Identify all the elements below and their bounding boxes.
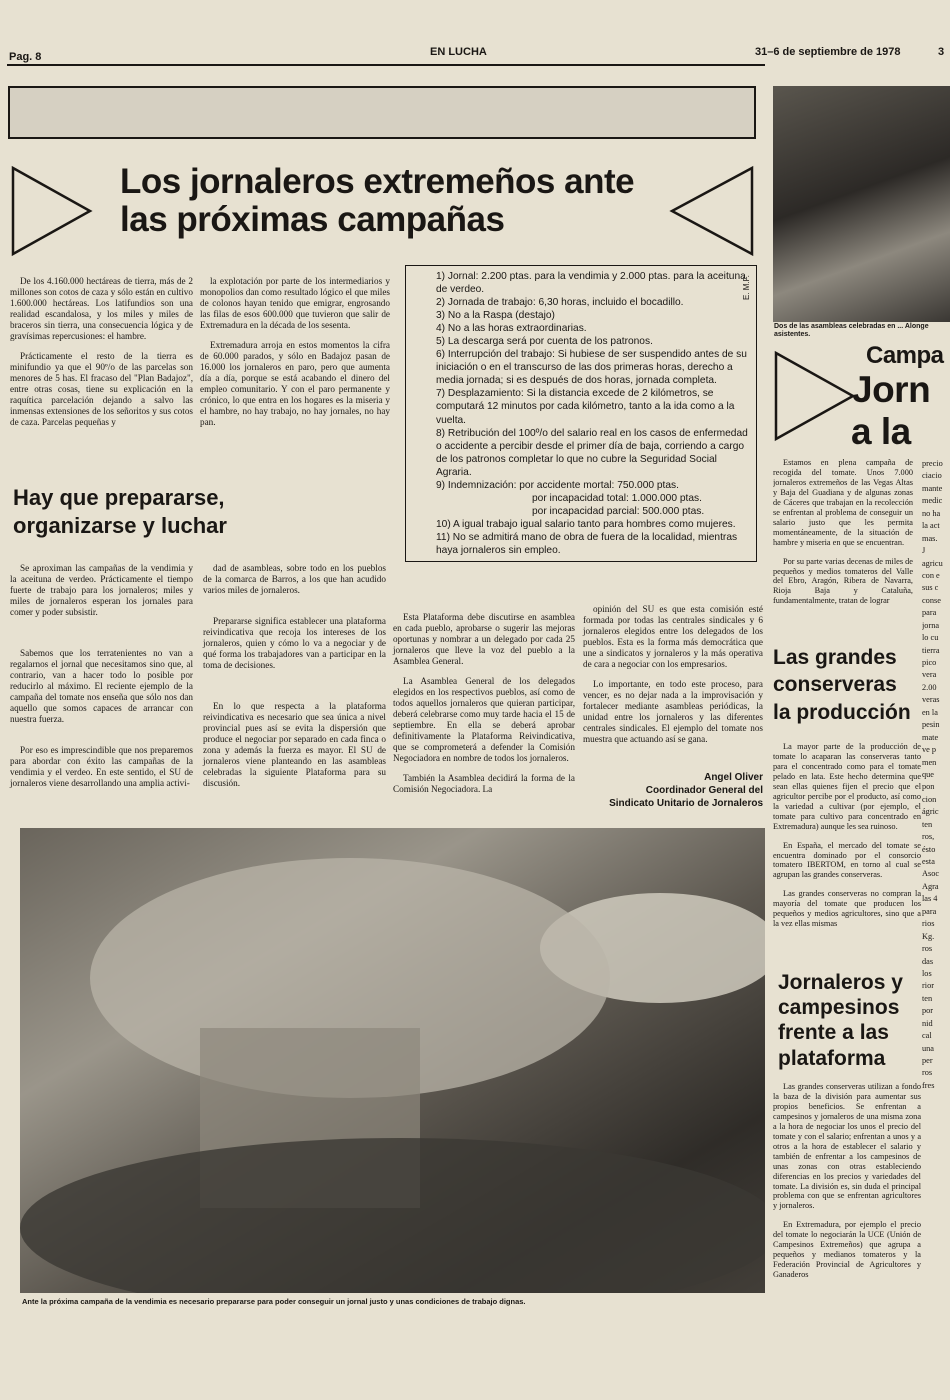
- platform-item-extra: por incapacidad total: 1.000.000 ptas.: [532, 492, 702, 504]
- paragraph: Esta Plataforma debe discutirse en asamblea en cada pueblo, aprobarse o sugerir las mejoras oportunas y nombrar a un delegado por cada 25 jornaleros que lleve la voz del pueblo a la Asamblea General.: [393, 612, 575, 667]
- sub-col-4: [583, 604, 763, 754]
- signature-role: Sindicato Unitario de Jornaleros: [609, 798, 763, 809]
- edge-fragment: agricu: [922, 558, 943, 568]
- edge-fragment: pesin: [922, 720, 940, 730]
- edge-fragment: para: [922, 906, 937, 916]
- edge-fragment: precio: [922, 459, 943, 468]
- platform-box: [405, 265, 757, 562]
- edge-fragment: sus c: [922, 583, 939, 593]
- signature-role: Coordinador General del: [645, 785, 763, 796]
- right-subhead-line: Las grandes: [773, 646, 897, 669]
- edge-fragment: ten: [922, 819, 933, 829]
- paragraph: Prácticamente el resto de la tierra es minifundio ya que el 90º/o de las parcelas son menores de 5 has. El fracaso del "Plan Badajoz", entre otras cosas, tiene su explicación en la raquítica parcelación dejando a salvo las inmensas extensiones de los señoritos y sus cotos de caza. Parcelas pequeñas y: [10, 351, 193, 428]
- edge-fragment: ten: [922, 993, 933, 1003]
- platform-item: 5) La descarga será por cuenta de los patronos.: [436, 336, 653, 348]
- sub-col-3: [393, 612, 575, 804]
- edge-fragment: mate: [922, 732, 939, 742]
- edge-fragment: men: [922, 757, 937, 767]
- newspaper-name: EN LUCHA: [430, 46, 487, 58]
- right-col-text-3: [773, 1082, 921, 1310]
- main-title: [120, 163, 680, 239]
- paragraph: En lo que respecta a la plataforma reivindicativa es necesario que sea única a nivel provincial pues así se evita la dispersión que produce el negociar por separado en cada finca o zona y además la fuerza es mayor. El SU de jornaleros viene planteando en las asambleas celebradas la siguiente Plataforma para su discusión.: [203, 701, 386, 789]
- edge-fragment: las 4: [922, 894, 938, 904]
- edge-fragment: mas.: [922, 533, 938, 543]
- paragraph: Sabemos que los terratenientes no van a regalarnos el jornal que necesitamos sino que, al contrario, van a hacer todo lo posible por reducirlo al máximo. El reciente ejemplo de la campaña del tomate nos enseña que sólo nos dan aquello que somos capaces de arrancar con nuestra fuerza.: [10, 648, 193, 725]
- edge-fragment: nid: [922, 1018, 933, 1028]
- paragraph: Por su parte varias decenas de miles de pequeños y medios tomateros del Valle del Ebro, Aragón, Ribera de Navarra, Rioja Baja y Cataluña, fundamentalmente, tratan de lograr: [773, 556, 913, 606]
- edge-fragment: ésto: [922, 844, 936, 854]
- paragraph: Extremadura arroja en estos momentos la cifra de 60.000 parados, y sólo en Badajoz pasan de 16.000 los jornaleros en paro, pero que aumenta día a día, porque se está acabando el dinero del empleo comunitario. Y con el paro permanente y crónico, lo que entra en los hogares es la miseria y el hambre, no hay trabajo, no hay jornales, no hay pan.: [200, 340, 390, 428]
- right-col-text-1: [773, 458, 913, 608]
- edge-fragment: no ha: [922, 508, 941, 518]
- edge-fragment: que: [922, 769, 934, 779]
- edge-fragment: mante: [922, 483, 943, 493]
- sub-title: [13, 486, 227, 538]
- right-subhead-line: plataforma: [778, 1046, 886, 1070]
- edge-fragment: rios: [922, 919, 935, 929]
- paragraph: En España, el mercado del tomate se encuentra dominado por el consorcio tomatero IBERTOM, en torno al cual se agrupan las grandes conserveras.: [773, 840, 921, 880]
- edge-fragment: fres: [922, 1080, 935, 1090]
- edge-fragment: la act: [922, 521, 940, 531]
- title-band: [8, 86, 756, 139]
- paragraph: También la Asamblea decidirá la forma de la Comisión Negociadora. La: [393, 773, 575, 795]
- edge-fragment: con e: [922, 570, 940, 580]
- left-triangle-icon: [10, 165, 94, 257]
- paragraph: En Extremadura, por ejemplo el precio del tomate lo negociarán la UCE (Unión de Campesinos Extremeños) que agrupa a pequeños y medianos tomateros y la Federación Provincial de Agricultores y Ganaderos: [773, 1220, 921, 1280]
- paragraph: opinión del SU es que esta comisión esté formada por todas las centrales sindicales y 6 jornaleros elegidos entre los delegados de los pueblos. Esta es la forma más democrática que une a sindicatos y jornaleros y la más operativa de cara a negociar con los empresarios.: [583, 604, 763, 670]
- right-edge-fragments: [922, 458, 950, 1318]
- right-subhead-line: conserveras: [773, 673, 897, 697]
- main-col-2: [200, 276, 390, 437]
- signature: [583, 771, 763, 810]
- paragraph: De los 4.160.000 hectáreas de tierra, más de 2 millones son cotos de caza y sólo están en cultivo 1.600.000 hectáreas. Los latifundios son una realidad escandalosa, y los miles y miles de braceros sin tierra, una consecuencia lógica y de gravísimas repercusiones: el hambre.: [10, 276, 193, 342]
- paragraph: la explotación por parte de los intermediarios y monopolios dan como resultado lógico el que miles de colonos hayan tenido que emigrar, engrosando las filas de esos 600.000 que tuvieron que salir de Extremadura en la década de los sesenta.: [200, 276, 390, 331]
- platform-item-extra: por incapacidad parcial: 500.000 ptas.: [532, 505, 705, 517]
- photo-caption: Ante la próxima campaña de la vendimia es necesario prepararse para poder conseguir un jornal justo y unas condiciones de trabajo dignas.: [22, 1297, 526, 1306]
- paragraph: Por eso es imprescindible que nos preparemos para abordar con éxito las campañas de la vendimia y el verdeo. En este sentido, el SU de jornaleros viene desarrollando una amplia activi-: [10, 745, 193, 789]
- paragraph: Las grandes conserveras utilizan a fondo la baza de la división para aumentar sus propios beneficios. Se enfrentan a campesinos y jornaleros de una misma zona a la hora de negociar los unos el precio del tomate y con el salario; enfrentan a unos y a otros a la hora de establecer el salario y también de enfrentar a los campesinos de unas zonas con otras estableciendo diferencias en los precios y variedades del tomate. La división es, sin duda el principal problema con que se enfrentan agricultores y jornaleros.: [773, 1082, 921, 1211]
- right-subhead-line: Jornaleros y: [778, 971, 903, 994]
- right-column-triangle-icon: [773, 350, 857, 442]
- platform-item: 1) Jornal: 2.200 ptas. para la vendimia y 2.000 ptas. para la aceituna de verdeo.: [436, 271, 746, 296]
- signature-name: Angel Oliver: [704, 772, 763, 783]
- right-subhead-line: campesinos: [778, 996, 900, 1020]
- platform-item: 2) Jornada de trabajo: 6,30 horas, incluido el bocadillo.: [436, 297, 684, 309]
- sub-title-line2: organizarse y luchar: [13, 513, 227, 539]
- edge-fragment: una: [922, 1043, 934, 1053]
- edge-fragment: ágric: [922, 807, 939, 817]
- paragraph: dad de asambleas, sobre todo en los pueblos de la comarca de Barros, a los que han acudido varios miles de jornaleros.: [203, 563, 386, 596]
- edge-fragment: Asoc: [922, 869, 940, 879]
- paragraph: La mayor parte de la producción de tomate lo acaparan las conserveras tanto para el concentrado como para el tomate pelado en lata. Este hecho determina que sean ellas quienes fijen el precio que el agricultor percibe por el producto, así como la variedad a cultivar (por ejemplo, el tomate para cultivo para concentrado en Extremadura) aunque les sea ruinoso.: [773, 742, 921, 831]
- vineyard-photo: [20, 828, 765, 1293]
- main-col-1: [10, 276, 193, 437]
- edge-fragment: das: [922, 956, 934, 966]
- edge-fragment: ros: [922, 1068, 933, 1078]
- edge-fragment: cion: [922, 794, 937, 804]
- edge-fragment: rior: [922, 981, 934, 991]
- right-col-text-2: [773, 742, 921, 967]
- paragraph: La Asamblea General de los delegados elegidos en los respectivos pueblos, así como de todos aquellos jornaleros que quieran participar, deberá celebrarse como muy tarde hacia el 15 de septiembre. En ella se deberá aprobar definitivamente la Plataforma Reivindicativa, que se comprometerá a defender la Comisión Negociadora en nombre de todos los jornaleros.: [393, 676, 575, 764]
- sub-col-1: [10, 563, 193, 799]
- paragraph: Lo importante, en todo este proceso, para vencer, es no dejar nada a la improvisación y fortalecer mediante asambleas periódicas, la unidad entre los jornaleros y las diferentes centrales sindicales. El ejemplo del tomate nos muestra que actuando así se gana.: [583, 679, 763, 745]
- sub-col-2: [203, 563, 386, 799]
- paragraph: Las grandes conserveras no compran la mayoría del tomate que producen los pequeños y medios agricultores, sino que a la vez ellas mismas: [773, 889, 921, 929]
- header-rule: [7, 64, 765, 66]
- edge-fragment: Agra: [922, 881, 939, 891]
- edge-fragment: medic: [922, 496, 943, 506]
- edge-fragment: pico: [922, 658, 937, 667]
- right-headline-1: Campa: [866, 342, 944, 369]
- photo-credit: E. M.F.: [742, 275, 751, 300]
- platform-item: 3) No a la Raspa (destajo): [436, 310, 555, 322]
- right-subhead-line: la producción: [773, 700, 911, 724]
- platform-item: 11) No se admitirá mano de obra de fuera de la localidad, mientras haya jornaleros sin empleo.: [436, 531, 738, 556]
- edge-fragment: cal: [922, 1031, 932, 1041]
- assembly-photo-caption: Dos de las asambleas celebradas en ... Alonge asistentes.: [774, 323, 929, 338]
- main-title-line2: las próximas campañas: [120, 199, 505, 239]
- paragraph: Prepararse significa establecer una plataforma reivindicativa que recoja los intereses de los jornaleros, quien y cómo lo va a negociar y de qué forma los trabajadores van a participar en la toma de decisiones.: [203, 616, 386, 671]
- platform-item: 7) Desplazamiento: Si la distancia excede de 2 kilómetros, se computará 12 minutos por cada kilómetro, tanto a la ida como a la vuelta.: [436, 388, 735, 426]
- platform-item: 4) No a las horas extraordinarias.: [436, 323, 587, 335]
- edge-fragment: conse: [922, 595, 941, 605]
- edge-fragment: jorna: [922, 620, 940, 630]
- right-headline-3: a la: [851, 411, 911, 452]
- edge-fragment: vera: [922, 670, 937, 680]
- edge-fragment: ros,: [922, 832, 935, 842]
- right-subhead-line: frente a las: [778, 1021, 889, 1045]
- platform-item: 9) Indemnización: por accidente mortal: 750.000 ptas.: [436, 479, 679, 491]
- main-title-line1: Los jornaleros extremeños ante: [120, 162, 635, 201]
- edge-fragment: en la: [922, 707, 938, 717]
- sub-title-line1: Hay que prepararse,: [13, 485, 225, 510]
- edge-fragment: tierra: [922, 645, 940, 655]
- edge-fragment: los: [922, 968, 932, 978]
- platform-item: 8) Retribución del 100º/o del salario real en los casos de enfermedad o accidente a percibir desde el primer día de baja, corriendo a cargo de los patronos completar lo que no cubre la Seguridad Social Agraria.: [436, 427, 748, 478]
- edge-fragment: pon: [922, 782, 935, 792]
- page-number: Pag. 8: [9, 51, 42, 63]
- paragraph: Se aproximan las campañas de la vendimia y la aceituna de verdeo. Prácticamente el tiempo fuerte de trabajo para los jornaleros; miles y miles de jornaleros esperan los jornales para comer y poder subsistir.: [10, 563, 193, 618]
- edge-fragment: per: [922, 1056, 933, 1065]
- edge-fragment: J: [922, 546, 926, 556]
- platform-item: 10) A igual trabajo igual salario tanto para hombres como mujeres.: [436, 518, 736, 530]
- right-headline-2: Jorn: [852, 369, 931, 410]
- edge-fragment: ve p: [922, 745, 937, 755]
- edge-fragment: esta: [922, 857, 935, 866]
- edge-fragment: para: [922, 608, 937, 618]
- assembly-photo: [773, 86, 950, 322]
- edge-fragment: 2.00: [922, 682, 937, 692]
- edge-fragment: por: [922, 1006, 934, 1016]
- right-triangle-icon: [668, 165, 756, 257]
- platform-item: 6) Interrupción del trabajo: Si hubiese de ser suspendido antes de su iniciación o en el transcurso de las dos primeras horas, derecho a media jornada; si es después de dos horas, jornada completa.: [436, 349, 747, 387]
- edge-fragment: lo cu: [922, 633, 939, 643]
- next-page-number: 3: [938, 46, 945, 58]
- paragraph: Estamos en plena campaña de recogida del tomate. Unos 7.000 jornaleros extremeños de las Vegas Altas y Baja del Guadiana y de algunas zonas de Cáceres que trabajan en la recolección se enfrentan al problema de conseguir un salario justo que les permita momentáneamente, de la situación de hambre y miseria en que se encuentran.: [773, 458, 913, 547]
- edge-fragment: ros: [922, 944, 933, 954]
- edge-fragment: veras: [922, 695, 940, 705]
- edge-fragment: Kg.: [922, 931, 935, 941]
- issue-date: 31–6 de septiembre de 1978: [755, 46, 901, 58]
- worker-silhouette-icon: [20, 828, 765, 1293]
- edge-fragment: ciacio: [922, 471, 942, 481]
